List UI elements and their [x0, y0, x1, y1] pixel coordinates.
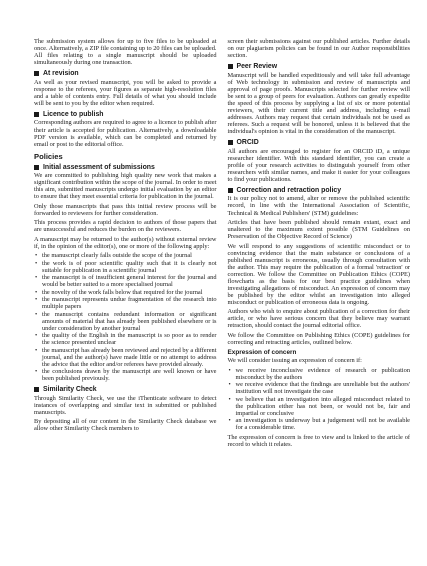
policies-heading: Policies: [34, 151, 63, 161]
initial-paragraph-3: This process provides a rapid decision to authors of those papers that are unsuccessful and reduces the burden on the reviewers.: [34, 219, 217, 234]
left-column: [34, 38, 217, 450]
list-item-text: the quality of the English in the manuscript is so poor as to render the science presented unclear: [42, 332, 217, 347]
square-bullet-icon: [228, 64, 233, 69]
heading-text: Similarity Check: [43, 386, 97, 394]
bullet-icon: •: [228, 381, 231, 389]
heading-text: Initial assessment of submissions: [43, 163, 155, 171]
similarity-paragraph-2: By depositing all of our content in the Similarity Check database we allow other Similarity Check members to: [34, 418, 217, 433]
correction-paragraph-2: Articles that have been published should remain extant, exact and unaltered to the maximum extent possible (STM Guidelines on Preservation of the Objective Record of Science): [227, 218, 410, 241]
bullet-icon: •: [35, 259, 38, 267]
orcid-paragraph: All authors are encouraged to register for an ORCID iD, a unique researcher identifier. With this standard identifier, you can create a profile of your research activities to distinguish yourself from other researchers with similar names, and make it easier for your colleagues to find your publications.: [227, 147, 410, 183]
square-bullet-icon: [34, 165, 39, 170]
square-bullet-icon: [228, 140, 233, 145]
heading-text: At revision: [43, 70, 79, 78]
expression-closing: The expression of concern is free to view and is linked to the article of record to which it relates.: [227, 433, 410, 448]
list-item: [34, 311, 217, 332]
list-item: [228, 417, 411, 431]
section-heading-similarity-check: [34, 386, 217, 393]
correction-paragraph-3: We will respond to any suggestions of scientific misconduct or to convincing evidence that the main substance or conclusions of a published manuscript is erroneous, usually through consultation with the author. This may require the publication of a formal 'retraction' or correction. We follow the Committee on Publication Ethics (COPE) flowcharts as the basis for our best practice guidelines when investigating allegations of misconduct. An expression of concern may be published by the editor whilst an investigation into alleged misconduct or publication of erroneous data is ongoing.: [227, 242, 410, 306]
initial-paragraph-4: A manuscript may be returned to the author(s) without external review if, in the opinion of the editor(s), one or more of the following apply:: [34, 235, 217, 250]
list-item: [228, 396, 411, 417]
bullet-icon: •: [35, 332, 38, 340]
list-item-text: the manuscript represents undue fragmentation of the research into multiple papers: [42, 296, 217, 311]
list-item-text: the novelty of the work falls below that required for the journal: [42, 288, 203, 296]
square-bullet-icon: [34, 387, 39, 392]
section-heading-initial-assessment: [34, 164, 217, 171]
list-item: [34, 347, 217, 368]
right-column: [228, 38, 411, 450]
correction-paragraph-1: It is our policy not to amend, alter or remove the published scientific record, in line with the International Association of Scientific, Technical & Medical Publishers' (STM) guidelines:: [227, 195, 410, 217]
bullet-icon: •: [35, 252, 38, 260]
bullet-icon: •: [228, 366, 231, 374]
list-item: [34, 289, 217, 296]
square-bullet-icon: [34, 112, 39, 117]
list-item: [34, 332, 217, 346]
peer-review-paragraph: Manuscript will be handled expeditiously and will take full advantage of Web technology in submission and review of manuscripts and approval of page proofs. Manuscripts selected for further review will be sent to a group of peers for evaluation. Authors can greatly expedite the speed of this process by supplying a list of six or more potential reviewers, with their current title and address, including e-mail addresses. Authors may request that certain individuals not be used as referees. Such a request will be honored, unless it is believed that the individual's opinion is vital in the consideration of the manuscript.: [227, 71, 410, 136]
bullet-icon: •: [35, 346, 38, 354]
expression-lead: We will consider issuing an expression of concern if:: [227, 357, 362, 365]
list-item-text: we receive inconclusive evidence of research or publication misconduct by the authors: [235, 366, 410, 381]
expression-of-concern-heading: Expression of concern: [227, 348, 297, 356]
list-item-text: the work is of poor scientific quality such that it is clearly not suitable for publication in a scientific journal: [42, 259, 217, 274]
heading-text: Peer Review: [236, 63, 278, 71]
list-item-text: the manuscript has already been reviewed and rejected by a different journal, and the author(s) have made little or no attempt to address the advice that the editor and/or referees have provided already.: [42, 346, 217, 368]
square-bullet-icon: [228, 188, 233, 193]
list-item: [34, 296, 217, 310]
list-item-text: the manuscript clearly falls outside the scope of the journal: [42, 252, 192, 260]
square-bullet-icon: [34, 71, 39, 76]
list-item-text: the conclusions drawn by the manuscript are well known or have been published previously.: [42, 368, 217, 383]
list-item-text: we believe that an investigation into alleged misconduct related to the publication either has not been, or would not be, fair and impartial or conclusive: [235, 395, 410, 417]
bullet-icon: •: [228, 417, 231, 425]
correction-paragraph-5: We follow the Committee on Publishing Ethics (COPE) guidelines for correcting and retracting articles, outlined below.: [227, 331, 410, 346]
expression-criteria-list: [228, 367, 411, 432]
bullet-icon: •: [35, 274, 38, 282]
list-item: [228, 381, 411, 395]
bullet-icon: •: [35, 296, 38, 304]
list-item-text: the manuscript is of insufficient general interest for the journal and would be better suited to a more specialised journal: [42, 274, 217, 289]
initial-paragraph-2: Only those manuscripts that pass this initial review process will be forwarded to reviewers for further consideration.: [34, 202, 217, 217]
rejection-criteria-list: [34, 252, 217, 382]
correction-paragraph-4: Authors who wish to enquire about publication of a correction for their article, or who have serious concern that they believe may warrant retraction, should contact the journal editorial office.: [227, 308, 410, 330]
two-column-layout: [34, 38, 410, 450]
bullet-icon: •: [35, 288, 38, 296]
list-item: [34, 368, 217, 382]
list-item: [34, 260, 217, 274]
similarity-paragraph-1: Through Similarity Check, we use the iThenticate software to detect instances of overlapping and similar text in submitted or published manuscripts.: [34, 394, 217, 416]
bullet-icon: •: [35, 368, 38, 376]
section-heading-correction-retraction: [228, 187, 411, 194]
section-heading-at-revision: [34, 70, 217, 77]
section-heading-orcid: [228, 139, 411, 146]
licence-paragraph: Corresponding authors are required to agree to a licence to publish after their article is accepted for publication. Alternatively, a downloadable PDF version is available, which can be completed and returned by email or post to the editorial office.: [34, 119, 217, 148]
list-item-text: the manuscript contains redundant information or significant amounts of material that has already been published elsewhere or is under consideration by another journal: [42, 310, 217, 332]
list-item: [34, 274, 217, 288]
at-revision-paragraph: As well as your revised manuscript, you will be asked to provide a response to the referees, your figures as separate high-resolution files and a table of contents entry. Full details of what you should include will be sent to you by the editor when required.: [34, 78, 217, 107]
list-item-text: an investigation is underway but a judgement will not be available for a considerable time.: [235, 417, 410, 432]
bullet-icon: •: [35, 310, 38, 318]
heading-text: Correction and retraction policy: [236, 186, 342, 194]
heading-text: Licence to publish: [43, 110, 104, 118]
section-heading-licence: [34, 111, 217, 118]
intro-paragraph: The submission system allows for up to five files to be uploaded at once. Alternatively, a ZIP file containing up to 20 files can be uploaded. All files relating to a single manuscript should be uploaded simultaneously during one transaction.: [34, 38, 217, 67]
heading-text: ORCID: [236, 139, 259, 147]
list-item: [228, 367, 411, 381]
initial-paragraph-1: We are committed to publishing high quality new work that makes a significant contribution within the scope of the journal. In order to meet this aim, submitted manuscripts undergo initial evaluation by an editor to ensure that they meet essential criteria for publication in the journal.: [34, 172, 217, 201]
list-item-text: we receive evidence that the findings are unreliable but the authors' institution will not investigate the case: [235, 381, 410, 396]
list-item: [34, 252, 217, 259]
continued-paragraph: screen their submissions against our published articles. Further details on our plagiarism policies can be found in our Author responsibilities section.: [227, 38, 410, 60]
section-heading-peer-review: [228, 63, 411, 70]
bullet-icon: •: [228, 395, 231, 403]
